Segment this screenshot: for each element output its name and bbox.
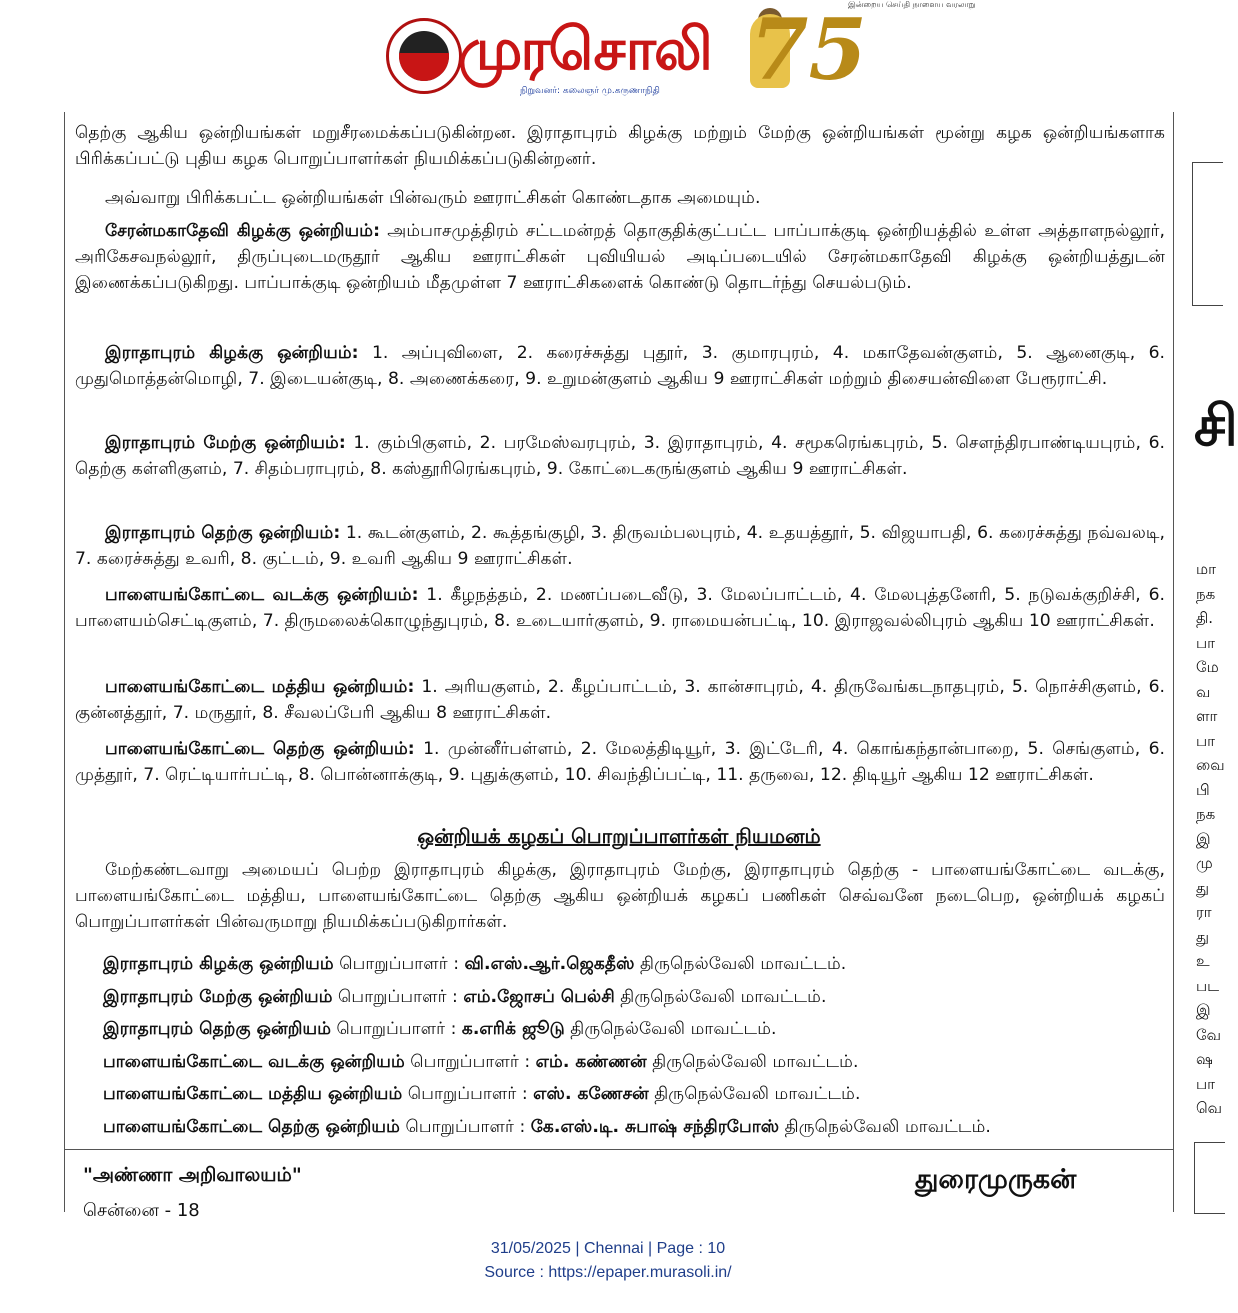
masthead <box>378 0 976 112</box>
office-name: "அண்ணா அறிவாலயம்" <box>83 1164 302 1186</box>
adjacent-text-fragment: வெ <box>1196 1099 1223 1117</box>
article-paragraph: பாளையங்கோட்டை வடக்கு ஒன்றியம்: 1. கீழநத்தம், 2. மணப்படைவீடு, 3. மேலப்பாட்டம், 4. மேலபுத்தனேரி, 5. நடுவக்குறிச்சி, 6. பாளையம்செட்டிகுளம், 7. திருமலைக்கொழுந்துபுரம், 8. உடையார்குளம், 9. ராமையன்பட்டி, 10. இராஜவல்லிபுரம் ஆகிய 10 ஊராட்சிகள். <box>75 585 1165 631</box>
adjacent-text-fragment: தி. <box>1196 609 1214 627</box>
article-paragraph: இராதாபுரம் தெற்கு ஒன்றியம்: 1. கூடன்குளம், 2. கூத்தங்குழி, 3. திருவம்பலபுரம், 4. உதயத்தூர், 5. விஜயாபதி, 6. கரைச்சுத்து நவ்வலடி, 7. கரைச்சுத்து உவரி, 8. குட்டம், 9. உவரி ஆகிய 9 ஊராட்சிகள். <box>75 523 1165 569</box>
adjacent-text-fragment: வ <box>1196 682 1211 701</box>
article-paragraph: இராதாபுரம் கிழக்கு ஒன்றியம்: 1. அப்புவிளை, 2. கரைச்சுத்து புதூர், 3. குமாரபுரம், 4. மகாதேவன்குளம், 5. ஆனைகுடி, 6. முதுமொத்தன்மொழி, 7. இடையன்குடி, 8. அணைக்கரை, 9. உறுமன்குளம் ஆகிய 9 ஊராட்சிகள் மற்றும் திசையன்விளை பேரூராட்சி. <box>75 343 1165 389</box>
edition-line: 31/05/2025 | Chennai | Page : 10 <box>490 1240 726 1257</box>
adjacent-text-fragment: பட <box>1196 976 1220 995</box>
adjacent-text-fragment: உ <box>1196 952 1210 970</box>
adjacent-text-fragment: மே <box>1196 658 1219 676</box>
adjacent-text-fragment: மா <box>1196 560 1216 578</box>
article-paragraph: சேரன்மகாதேவி கிழக்கு ஒன்றியம்: அம்பாசமுத்திரம் சட்டமன்றத் தொகுதிக்குட்பட்ட பாப்பாக்குடி ஒன்றியத்தில் உள்ள அத்தாளநல்லூர், அரிகேசவநல்லூர், திருப்புடைமருதூர் ஆகிய ஊராட்சிகள் புவியியல் அடிப்படையில் சேரன்மகாதேவி கிழக்கு ஒன்றியத்துடன் இணைக்கப்படுகிறது. பாப்பாக்குடி ஒன்றியம் மீதமுள்ள 7 ஊராட்சிகளைக் கொண்டு தொடர்ந்து செயல்படும். <box>75 221 1165 293</box>
adjacent-text-fragment: ஷ <box>1196 1050 1213 1068</box>
party-emblem-icon <box>386 18 462 94</box>
appointment-line: இராதாபுரம் தெற்கு ஒன்றியம் பொறுப்பாளர் : க.எரிக் ஜூடு திருநெல்வேலி மாவட்டம். <box>103 1019 777 1039</box>
article-paragraph: தெற்கு ஆகிய ஒன்றியங்கள் மறுசீரமைக்கப்படுகின்றன. இராதாபுரம் கிழக்கு மற்றும் மேற்கு ஒன்றியங்கள் மூன்று கழக ஒன்றியங்களாக பிரிக்கப்பட்டு புதிய கழக பொறுப்பாளர்கள் நியமிக்கப்படுகின்றனர். <box>75 123 1165 169</box>
signatory-name: துரைமுருகன் <box>915 1164 1077 1195</box>
adjacent-headline: சி <box>1194 394 1238 459</box>
anniversary-badge: 75 <box>750 0 867 99</box>
appointment-line: இராதாபுரம் கிழக்கு ஒன்றியம் பொறுப்பாளர் : வி.எஸ்.ஆர்.ஜெகதீஸ் திருநெல்வேலி மாவட்டம். <box>103 954 847 974</box>
intro-paragraph: மேற்கண்டவாறு அமையப் பெற்ற இராதாபுரம் கிழக்கு, இராதாபுரம் மேற்கு, இராதாபுரம் தெற்கு - பாளையங்கோட்டை வடக்கு, பாளையங்கோட்டை மத்திய, பாளையங்கோட்டை தெற்கு ஆகிய ஒன்றியக் கழகப் பணிகள் செவ்வனே நடைபெற, ஒன்றியக் கழகப் பொறுப்பாளர்கள் பின்வருமாறு நியமிக்கப்படுகிறார்கள். <box>75 860 1165 932</box>
section-heading: ஒன்றியக் கழகப் பொறுப்பாளர்கள் நியமனம் <box>417 824 821 848</box>
adjacent-text-fragment: மு <box>1196 854 1213 872</box>
adjacent-text-fragment: பா <box>1196 633 1215 652</box>
adjacent-text-fragment: பா <box>1196 1074 1215 1093</box>
adjacent-text-fragment: ரா <box>1196 903 1212 921</box>
article-paragraph: பாளையங்கோட்டை தெற்கு ஒன்றியம்: 1. முன்னீர்பள்ளம், 2. மேலத்திடியூர், 3. இட்டேரி, 4. கொங்கந்தான்பாறை, 5. செங்குளம், 6. முத்தூர், 7. ரெட்டியார்பட்டி, 8. பொன்னாக்குடி, 9. புதுக்குளம், 10. சிவந்திப்பட்டி, 11. தருவை, 12. திடியூர் ஆகிய 12 ஊராட்சிகள். <box>75 739 1165 785</box>
article-paragraph: அவ்வாறு பிரிக்கபட்ட ஒன்றியங்கள் பின்வரும் ஊராட்சிகள் கொண்டதாக அமையும். <box>105 188 761 208</box>
appointment-line: பாளையங்கோட்டை மத்திய ஒன்றியம் பொறுப்பாளர் : எஸ். கணேசன் திருநெல்வேலி மாவட்டம். <box>103 1084 861 1104</box>
founder-line: நிறுவனர்: கலைஞர் மு.கருணாநிதி <box>520 86 660 96</box>
newspaper-logo: முரசொலி <box>458 15 711 83</box>
adjacent-column <box>1186 112 1238 1212</box>
adjacent-text-fragment: நக <box>1196 584 1216 603</box>
appointment-line: இராதாபுரம் மேற்கு ஒன்றியம் பொறுப்பாளர் : எம்.ஜோசப் பெல்சி திருநெல்வேலி மாவட்டம். <box>103 987 827 1007</box>
appointment-line: பாளையங்கோட்டை தெற்கு ஒன்றியம் பொறுப்பாளர் : கே.எஸ்.டி. சுபாஷ் சந்திரபோஸ் திருநெல்வேலி மாவட்டம். <box>103 1117 991 1137</box>
masthead-tagline: இன்றைய செய்தி நாளைய வரலாறு <box>848 0 976 9</box>
adjacent-box <box>1192 162 1223 306</box>
appointment-line: பாளையங்கோட்டை வடக்கு ஒன்றியம் பொறுப்பாளர் : எம். கண்ணன் திருநெல்வேலி மாவட்டம். <box>103 1052 859 1072</box>
adjacent-text-fragment: நக <box>1196 805 1216 823</box>
article-body <box>64 112 1174 1150</box>
office-city: சென்னை - 18 <box>83 1200 200 1221</box>
article-paragraph: இராதாபுரம் மேற்கு ஒன்றியம்: 1. கும்பிகுளம், 2. பரமேஸ்வரபுரம், 3. இராதாபுரம், 4. சமூகரெங்கபுரம், 5. சௌந்திரபாண்டியபுரம், 6. தெற்கு கள்ளிகுளம், 7. சிதம்பராபுரம், 8. கஸ்தூரிரெங்கபுரம், 9. கோட்டைகருங்குளம் ஆகிய 9 ஊராட்சிகள். <box>75 433 1165 479</box>
adjacent-text-fragment: வை <box>1196 756 1225 774</box>
adjacent-text-fragment: து <box>1196 878 1210 897</box>
adjacent-text-fragment: பி <box>1196 780 1210 799</box>
adjacent-text-fragment: வே <box>1196 1025 1222 1044</box>
article-paragraph: பாளையங்கோட்டை மத்திய ஒன்றியம்: 1. அரியகுளம், 2. கீழப்பாட்டம், 3. கான்சாபுரம், 4. திருவேங்கடநாதபுரம், 5. நொச்சிகுளம், 6. குன்னத்தூர், 7. மருதூர், 8. சீவலப்பேரி ஆகிய 8 ஊராட்சிகள். <box>75 677 1165 723</box>
adjacent-text-fragment: பா <box>1196 731 1215 750</box>
adjacent-text-fragment: து <box>1196 927 1210 946</box>
adjacent-text-fragment: ளா <box>1196 707 1218 725</box>
adjacent-box <box>1194 1142 1225 1214</box>
adjacent-text-fragment: இ <box>1196 829 1211 848</box>
adjacent-text-fragment: இ <box>1196 1001 1211 1019</box>
signoff-strip <box>64 1150 1174 1221</box>
source-line: Source : https://epaper.murasoli.in/ <box>484 1264 732 1281</box>
